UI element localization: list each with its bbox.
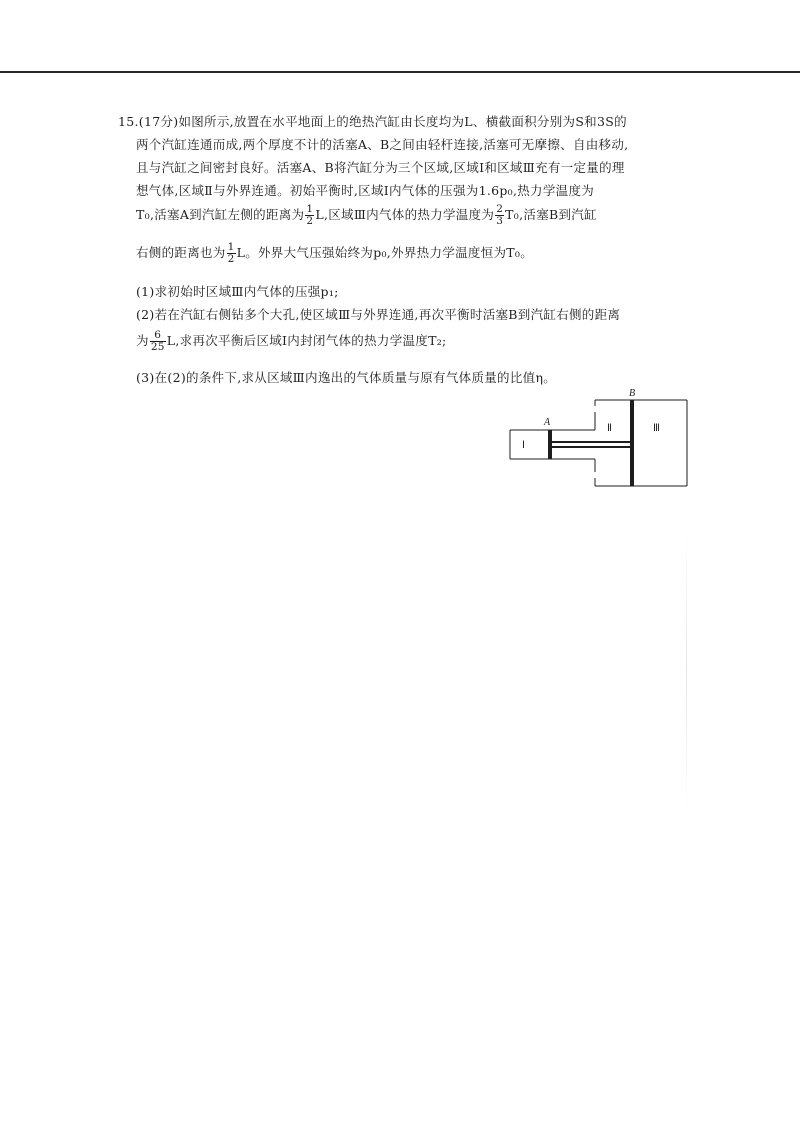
region-2-label: Ⅱ: [607, 423, 612, 434]
label-b: B: [629, 388, 636, 399]
line5-text-c: T₀,活塞B到汽缸: [505, 207, 597, 222]
problem-line-4: 想气体,区域Ⅱ与外界连通。初始平衡时,区域Ⅰ内气体的压强为1.6p₀,热力学温度为: [136, 183, 595, 198]
q2-text-a: 为: [136, 333, 149, 348]
problem-line-1: 15.(17分)如图所示,放置在水平地面上的绝热汽缸由长度均为L、横截面积分别为S和3S的: [118, 114, 627, 129]
problem-line-6: [136, 242, 533, 265]
question-1: (1)求初始时区域Ⅲ内气体的压强p₁;: [136, 284, 339, 299]
cylinder-diagram: [500, 386, 700, 496]
frac-den: 2: [306, 215, 314, 227]
problem-line-2: 两个汽缸连通而成,两个厚度不计的活塞A、B之间由轻杆连接,活塞可无摩擦、自由移动,: [136, 137, 629, 152]
piston-b: [630, 400, 634, 486]
question-2-line-1: (2)若在汽缸右侧钻多个大孔,使区域Ⅲ与外界连通,再次平衡时活塞B到汽缸右侧的距离: [136, 307, 621, 322]
line6-text-a: 右侧的距离也为: [136, 245, 226, 260]
fraction-two-thirds: [495, 204, 504, 227]
top-rule: [0, 71, 800, 73]
region-1-label: Ⅰ: [522, 440, 525, 451]
question-3: (3)在(2)的条件下,求从区域Ⅲ内逸出的气体质量与原有气体质量的比值η。: [136, 370, 557, 385]
frac-den: 2: [227, 253, 235, 265]
scan-edge: [686, 530, 687, 810]
fraction-one-half: [305, 204, 314, 227]
frac-num: 1: [306, 203, 314, 215]
frac-num: 6: [150, 330, 166, 342]
question-2-line-2: [136, 330, 447, 353]
line5-text-a: T₀,活塞A到汽缸左侧的距离为: [136, 207, 305, 222]
frac-num: 1: [227, 241, 235, 253]
fraction-six-25ths: [150, 330, 166, 353]
line6-text-b: L。外界大气压强始终为p₀,外界热力学温度恒为T₀。: [236, 245, 534, 260]
fraction-one-half-2: [227, 242, 236, 265]
label-a: A: [544, 417, 551, 428]
rod-top: [552, 441, 630, 443]
frac-num: 2: [496, 203, 504, 215]
rod-bottom: [552, 446, 630, 448]
frac-den: 25: [150, 341, 165, 353]
problem-line-5: [136, 204, 597, 227]
line5-text-b: L,区域Ⅲ内气体的热力学温度为: [315, 207, 495, 222]
region-3-label: Ⅲ: [653, 423, 660, 434]
q2-text-b: L,求再次平衡后区域Ⅰ内封闭气体的热力学温度T₂;: [166, 333, 447, 348]
problem-line-3: 且与汽缸之间密封良好。活塞A、B将汽缸分为三个区域,区域Ⅰ和区域Ⅲ充有一定量的理: [136, 160, 625, 175]
piston-a: [548, 430, 552, 459]
frac-den: 3: [496, 215, 504, 227]
